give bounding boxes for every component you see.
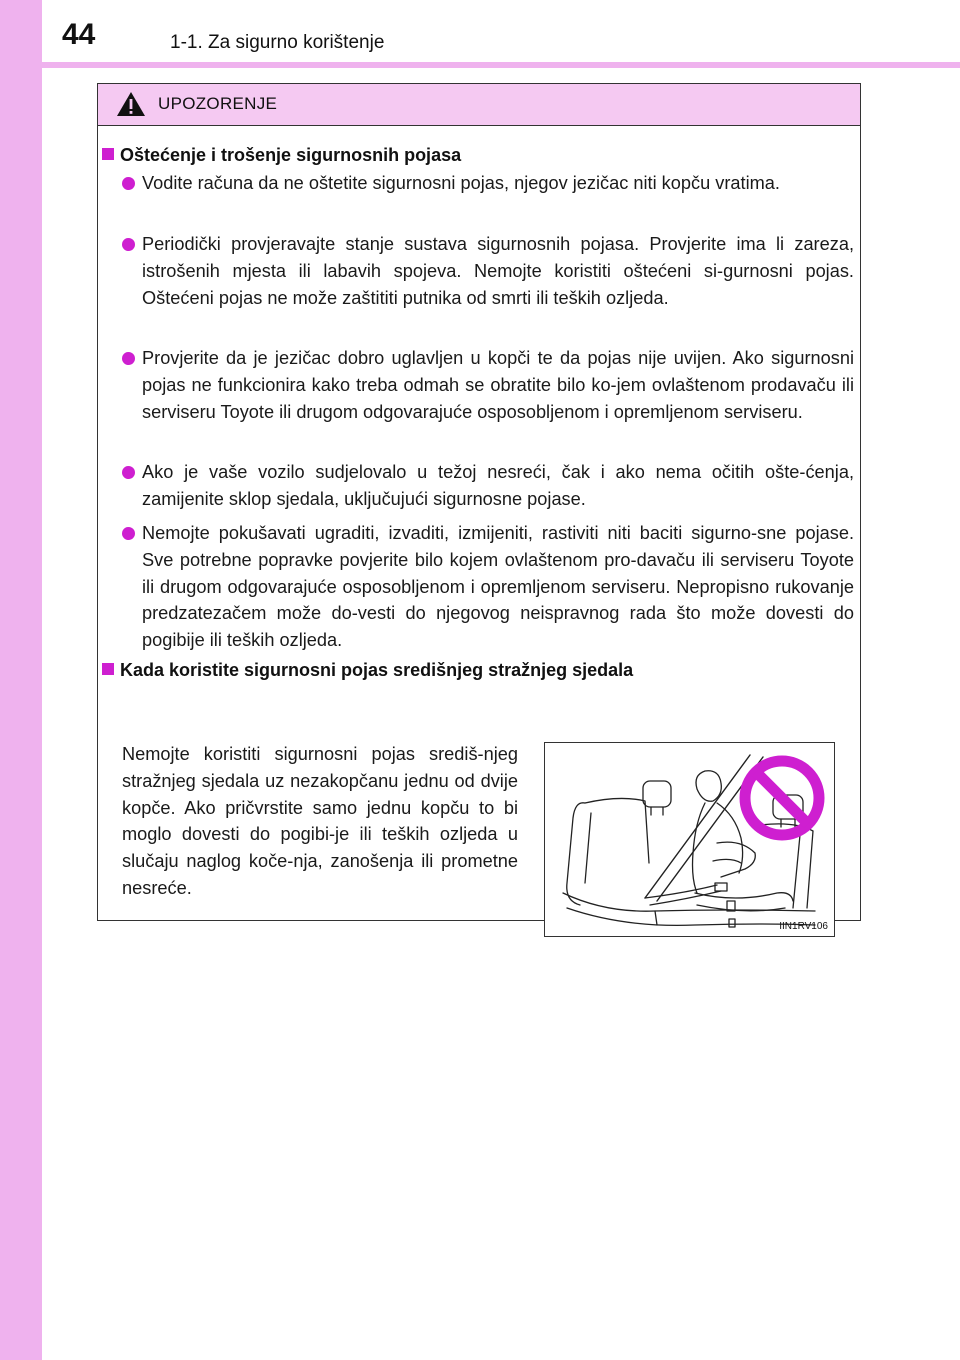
bullet-dot-icon: [122, 352, 135, 365]
section-heading-text: Oštećenje i trošenje sigurnosnih pojasa: [120, 145, 462, 165]
warning-triangle-icon: [116, 90, 146, 118]
square-bullet-icon: [102, 148, 114, 160]
bullet-dot-icon: [122, 238, 135, 251]
list-item: [122, 231, 854, 311]
list-item-text: Periodički provjeravajte stanje sustava sigurnosnih pojasa. Provjerite ima li zareza, istrošenih mjesta ili labavih spojeva. Nemojte koristiti oštećeni si-gurnosni pojas. Oštećeni pojas ne može zaštititi putnika od smrti ili teških ozljeda.: [142, 234, 854, 308]
warning-title: UPOZORENJE: [158, 94, 278, 113]
page-side-tab: [0, 0, 42, 1360]
list-item-text: Nemojte pokušavati ugraditi, izvaditi, izmijeniti, rastiviti niti baciti sigurno-sne pojase. Sve potrebne popravke povjerite bilo kojem ovlaštenom pro-davaču ili serviseru Toyote ili drugom odgovarajuće osposobljenom i opremljenom serviseru. Nepropisno rukovanje predzatezačem može do-vesti do njegovog neispravnog rada što može dovesti do pogibije ili teških ozljeda.: [142, 523, 854, 651]
section-title: 1-1. Za sigurno korištenje: [170, 32, 385, 53]
square-bullet-icon: [102, 663, 114, 675]
page-number: 44: [62, 18, 96, 51]
bullet-dot-icon: [122, 466, 135, 479]
seat-with-passenger-drawing: [545, 743, 834, 936]
list-item-text: Vodite računa da ne oštetite sigurnosni pojas, njegov jezičac niti kopču vratima.: [142, 173, 780, 193]
warning-box: [97, 83, 861, 932]
bullet-dot-icon: [122, 177, 135, 190]
section-heading-text: Kada koristite sigurnosni pojas središnjeg stražnjeg sjedala: [120, 660, 634, 680]
figure-code: IIN1RV106: [779, 921, 828, 932]
warning-header: [98, 84, 860, 126]
list-item-text: Ako je vaše vozilo sudjelovalo u težoj nesreći, čak i ako nema očitih ošte-ćenja, zamijenite sklop sjedala, uključujući sigurnosne pojase.: [142, 462, 854, 509]
center-belt-warning-text: Nemojte koristiti sigurnosni pojas središ-njeg stražnjeg sjedala uz nezakopčanu jednu od dvije kopče. Ako pričvrstite samo jednu kopču to bi moglo dovesti do pogibi-je ili teških ozljeda u slučaju naglog koče-nja, zanošenja ili prometne nesreće.: [122, 744, 518, 898]
seatbelt-illustration: [544, 742, 835, 937]
list-item: [122, 345, 854, 425]
list-item: [122, 459, 854, 513]
warning-body: [98, 125, 860, 932]
list-item: [122, 170, 854, 197]
header-rule: [42, 62, 960, 68]
list-item-text: Provjerite da je jezičac dobro uglavljen u kopči te da pojas nije uvijen. Ako sigurnosni pojas ne funkcionira kako treba odmah se obratite bilo ko-jem ovlaštenom prodavaču ili serviseru Toyote ili drugom odgovarajuće osposobljenom i opremljenom serviseru.: [142, 348, 854, 422]
list-item: [122, 520, 854, 654]
section-heading: [102, 660, 633, 681]
bullet-dot-icon: [122, 527, 135, 540]
section-heading: [102, 145, 461, 166]
